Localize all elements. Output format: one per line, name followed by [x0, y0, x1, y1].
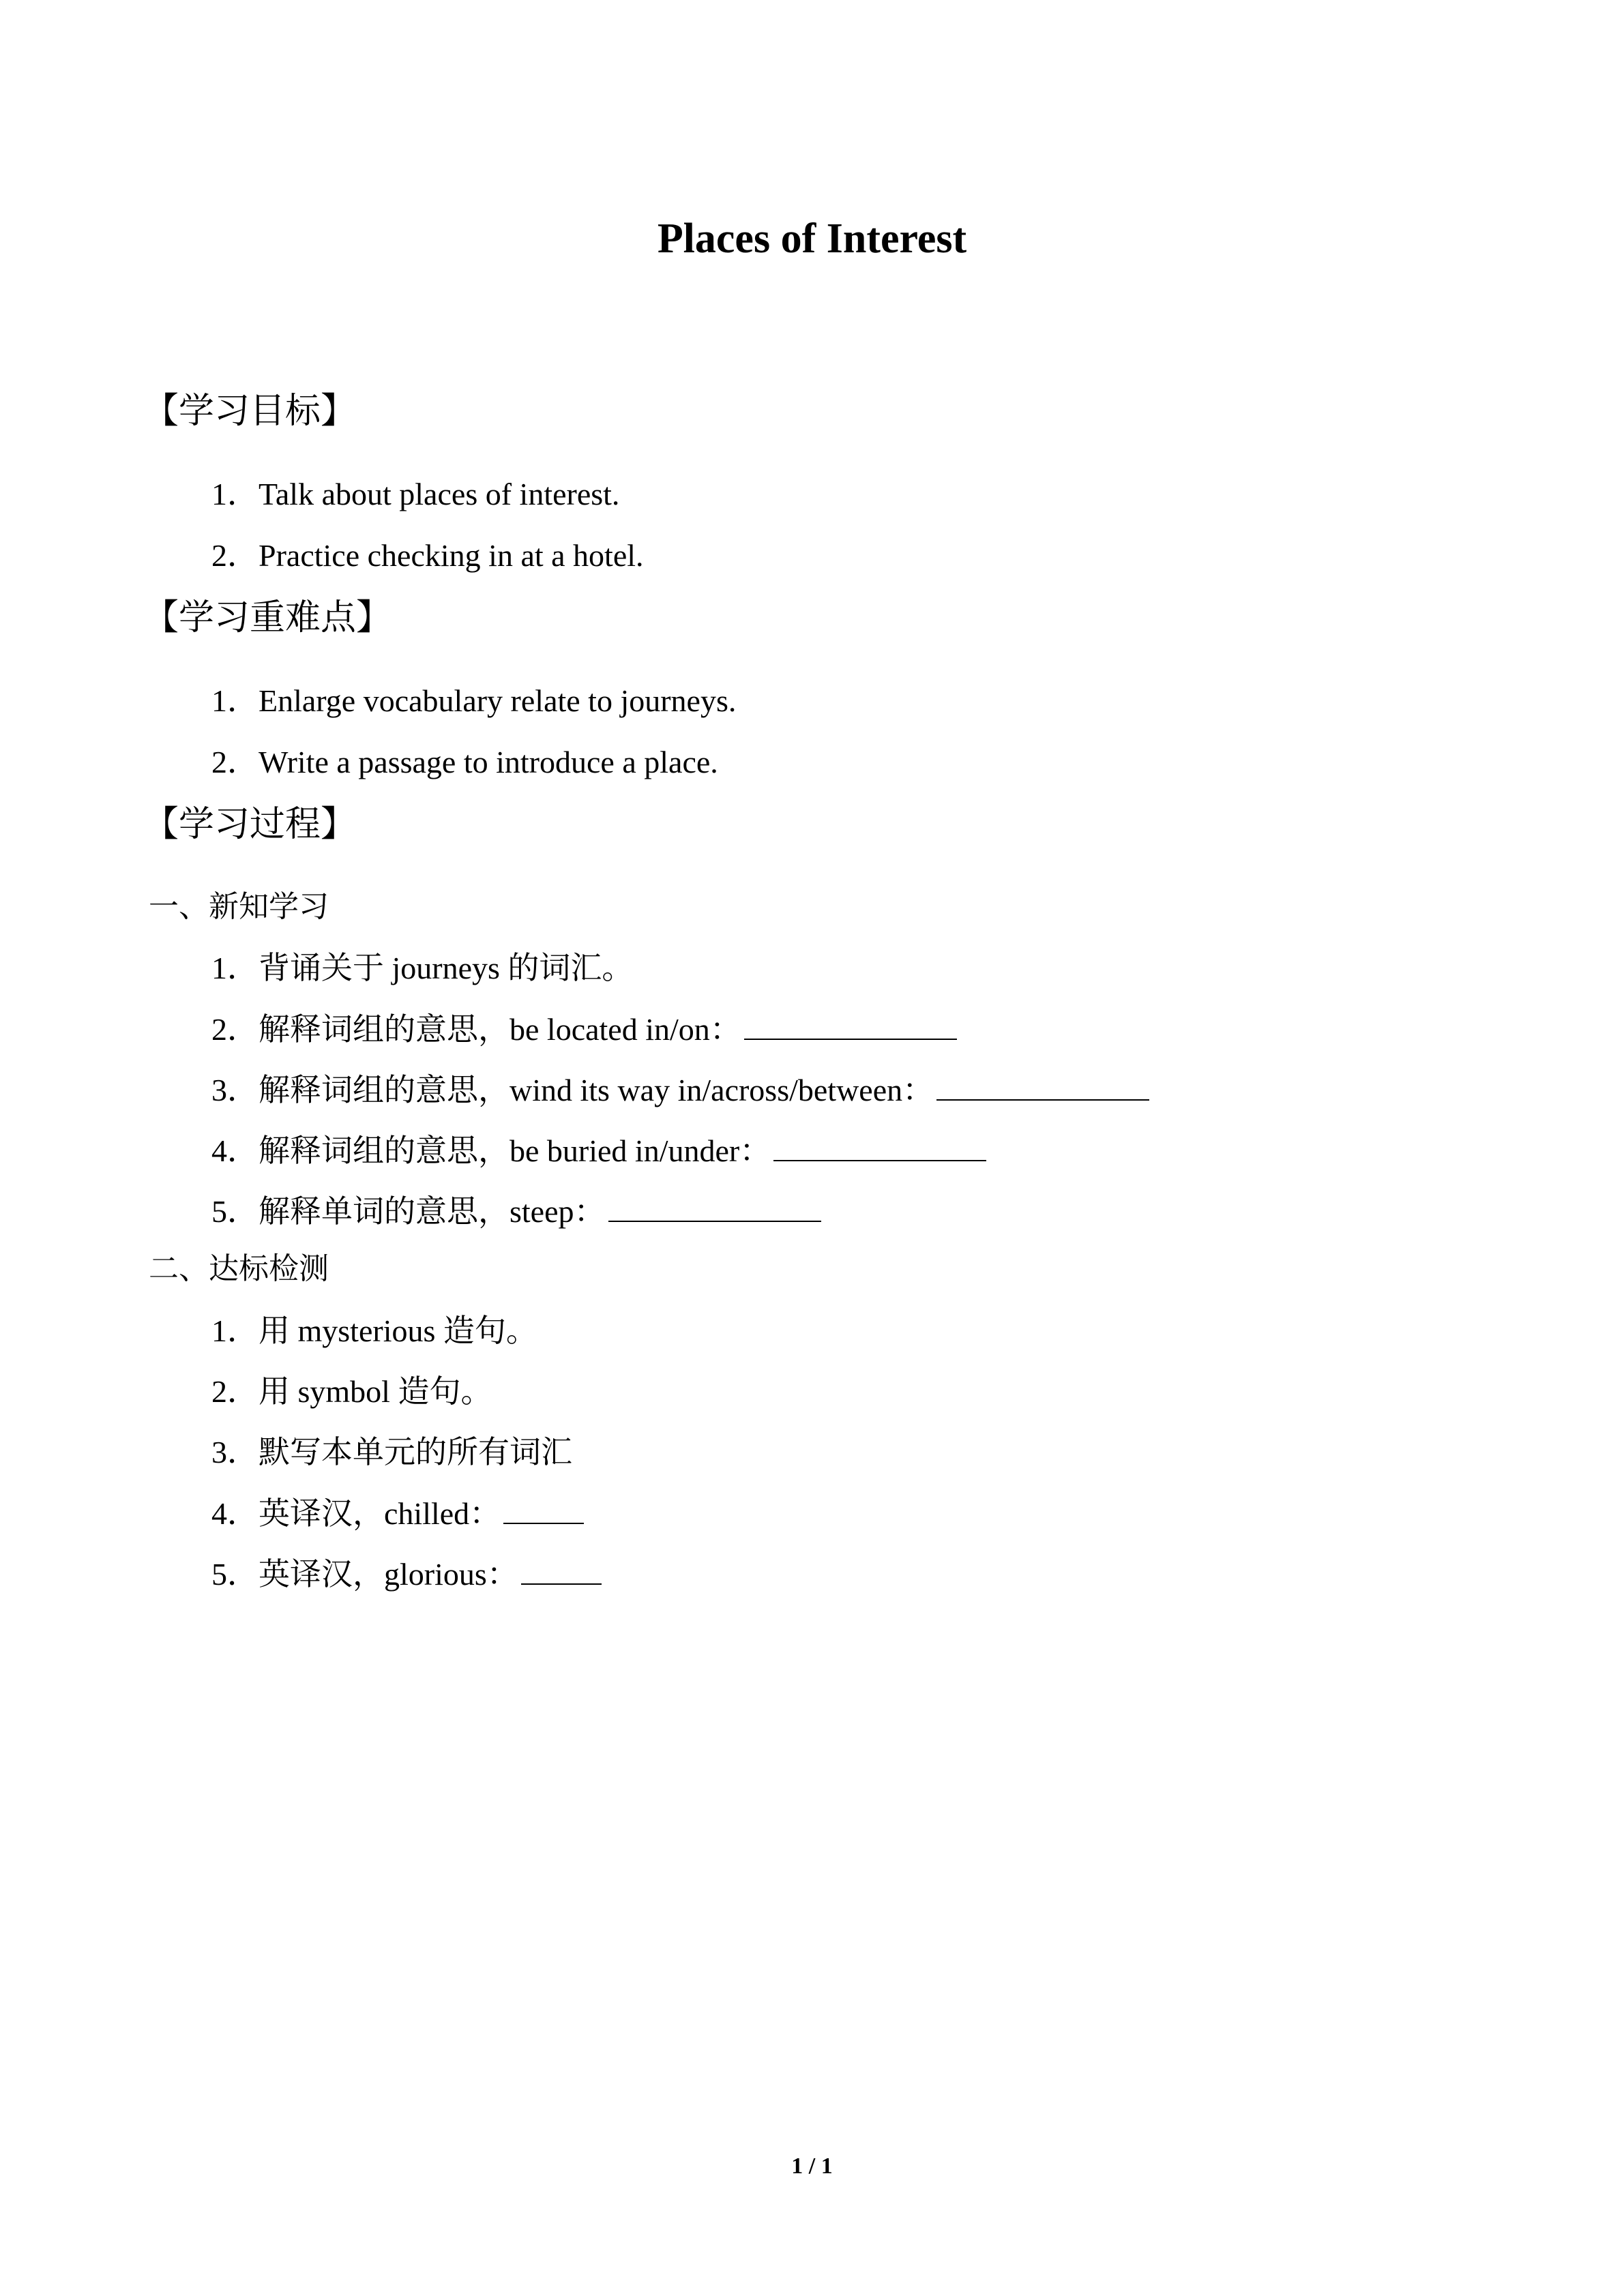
item-text: 解释词组的意思，be buried in/under： — [259, 1133, 771, 1168]
item-text: Practice checking in at a hotel. — [259, 538, 644, 573]
item-text: 用 symbol 造句。 — [259, 1374, 492, 1409]
answer-blank[interactable] — [608, 1191, 821, 1222]
answer-blank[interactable] — [773, 1130, 986, 1161]
item-text: Enlarge vocabulary relate to journeys. — [259, 683, 737, 718]
item-text: 解释词组的意思，be located in/on： — [259, 1012, 741, 1047]
item-number: 2． — [211, 745, 259, 779]
process-item-5 — [211, 1191, 821, 1232]
section-heading-key-points: 【学习重难点】 — [143, 597, 392, 638]
process-item-2 — [211, 1009, 957, 1050]
item-text: Write a passage to introduce a place. — [259, 745, 718, 779]
item-number: 2． — [211, 1012, 259, 1047]
page-number: 1 / 1 — [791, 2153, 833, 2179]
key-point-item-1 — [211, 681, 736, 721]
document-title: Places of Interest — [657, 215, 967, 262]
assessment-item-2 — [211, 1371, 492, 1412]
answer-blank[interactable] — [521, 1553, 602, 1585]
item-number: 5． — [211, 1194, 259, 1229]
item-number: 1． — [211, 477, 259, 511]
item-text: 背诵关于 journeys 的词汇。 — [259, 951, 634, 985]
item-number: 2． — [211, 1374, 259, 1409]
assessment-item-4 — [211, 1493, 584, 1534]
answer-blank[interactable] — [503, 1493, 584, 1524]
item-text: 解释单词的意思，steep： — [259, 1194, 606, 1229]
process-item-4 — [211, 1130, 986, 1172]
part-label-new-knowledge: 一、新知学习 — [149, 889, 329, 924]
objective-item-2 — [211, 535, 644, 576]
item-text: Talk about places of interest. — [259, 477, 620, 511]
item-number: 1． — [211, 1313, 259, 1348]
objective-item-1 — [211, 474, 619, 515]
item-text: 英译汉，glorious： — [259, 1557, 518, 1592]
answer-blank[interactable] — [744, 1009, 957, 1040]
item-text: 解释词组的意思，wind its way in/across/between： — [259, 1073, 934, 1107]
item-number: 3． — [211, 1073, 259, 1107]
item-number: 3． — [211, 1435, 259, 1470]
key-point-item-2 — [211, 742, 718, 783]
item-number: 1． — [211, 951, 259, 985]
item-number: 4． — [211, 1133, 259, 1168]
section-heading-objectives: 【学习目标】 — [143, 391, 357, 432]
assessment-item-3 — [211, 1432, 572, 1473]
assessment-item-5 — [211, 1553, 602, 1595]
item-text: 用 mysterious 造句。 — [259, 1313, 537, 1348]
answer-blank[interactable] — [936, 1069, 1149, 1101]
part-label-assessment: 二、达标检测 — [149, 1251, 329, 1286]
item-number: 4． — [211, 1496, 259, 1531]
item-number: 2． — [211, 538, 259, 573]
item-text: 英译汉，chilled： — [259, 1496, 501, 1531]
process-item-3 — [211, 1069, 1149, 1111]
process-item-1 — [211, 948, 633, 989]
assessment-item-1 — [211, 1311, 537, 1352]
item-number: 5． — [211, 1557, 259, 1592]
item-text: 默写本单元的所有词汇 — [259, 1435, 572, 1470]
item-number: 1． — [211, 683, 259, 718]
section-heading-process: 【学习过程】 — [143, 804, 357, 845]
